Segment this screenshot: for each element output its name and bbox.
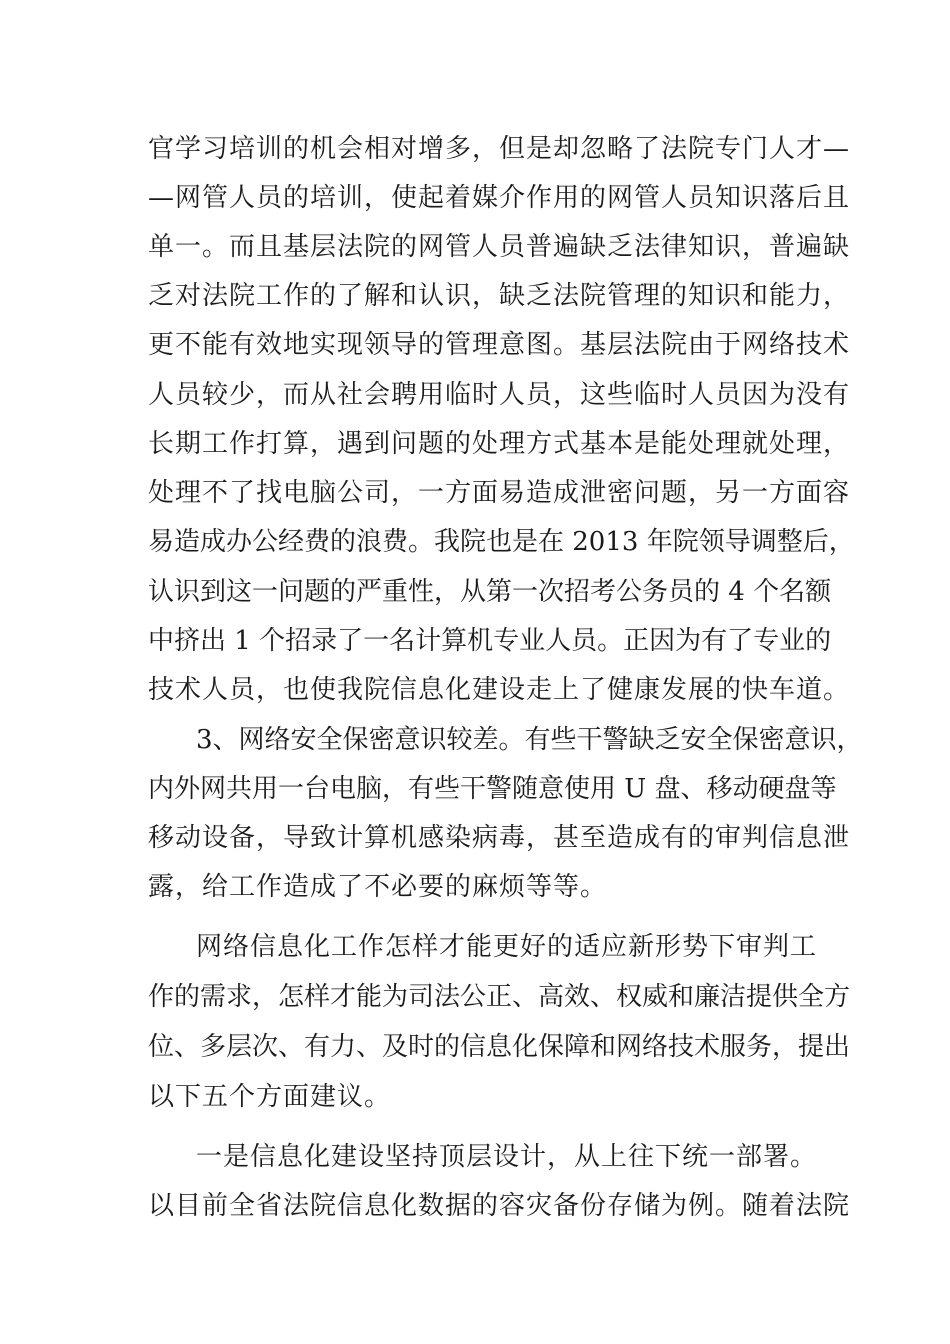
text-line: 位、多层次、有力、及时的信息化保障和网络技术服务，提出 [148,1032,851,1062]
text-line: 作的需求，怎样才能为司法公正、高效、权威和廉洁提供全方 [148,982,851,1012]
text-line: 处理不了找电脑公司，一方面易造成泄密问题，另一方面容 [148,478,851,508]
text-line: 认识到这一问题的严重性，从第一次招考公务员的 4 个名额 [148,577,832,607]
section-3-heading-line: 3、网络安全保密意识较差。有些干警缺乏安全保密意识， [196,725,863,755]
text-line: 人员较少，而从社会聘用临时人员，这些临时人员因为没有 [148,380,851,410]
text-line: —网管人员的培训，使起着媒介作用的网管人员知识落后且 [148,183,851,213]
text-line: 长期工作打算，遇到问题的处理方式基本是能处理就处理， [148,429,851,459]
text-line: 内外网共用一台电脑，有些干警随意使用 U 盘、移动硬盘等 [148,774,837,804]
text-line: 易造成办公经费的浪费。我院也是在 2013 年院领导调整后， [148,527,855,557]
text-line: 单一。而且基层法院的网管人员普遍缺乏法律知识，普遍缺 [148,232,851,262]
text-line: 乏对法院工作的了解和认识，缺乏法院管理的知识和能力， [148,281,851,311]
text-line: 官学习培训的机会相对增多，但是却忽略了法院专门人才— [148,134,851,164]
text-line: 以下五个方面建议。 [148,1082,392,1112]
text-line: 露，给工作造成了不必要的麻烦等等。 [148,872,608,902]
text-line: 移动设备，导致计算机感染病毒，甚至造成有的审判信息泄 [148,823,851,853]
paragraph-first-line: 一是信息化建设坚持顶层设计，从上往下统一部署。 [196,1142,818,1172]
text-line: 更不能有效地实现领导的管理意图。基层法院由于网络技术 [148,330,851,360]
paragraph-first-line: 网络信息化工作怎样才能更好的适应新形势下审判工 [196,932,818,962]
text-line: 以目前全省法院信息化数据的容灾备份存储为例。随着法院 [148,1191,851,1221]
text-line: 技术人员，也使我院信息化建设走上了健康发展的快车道。 [148,675,851,705]
text-line: 中挤出 1 个招录了一名计算机专业人员。正因为有了专业的 [148,626,832,656]
